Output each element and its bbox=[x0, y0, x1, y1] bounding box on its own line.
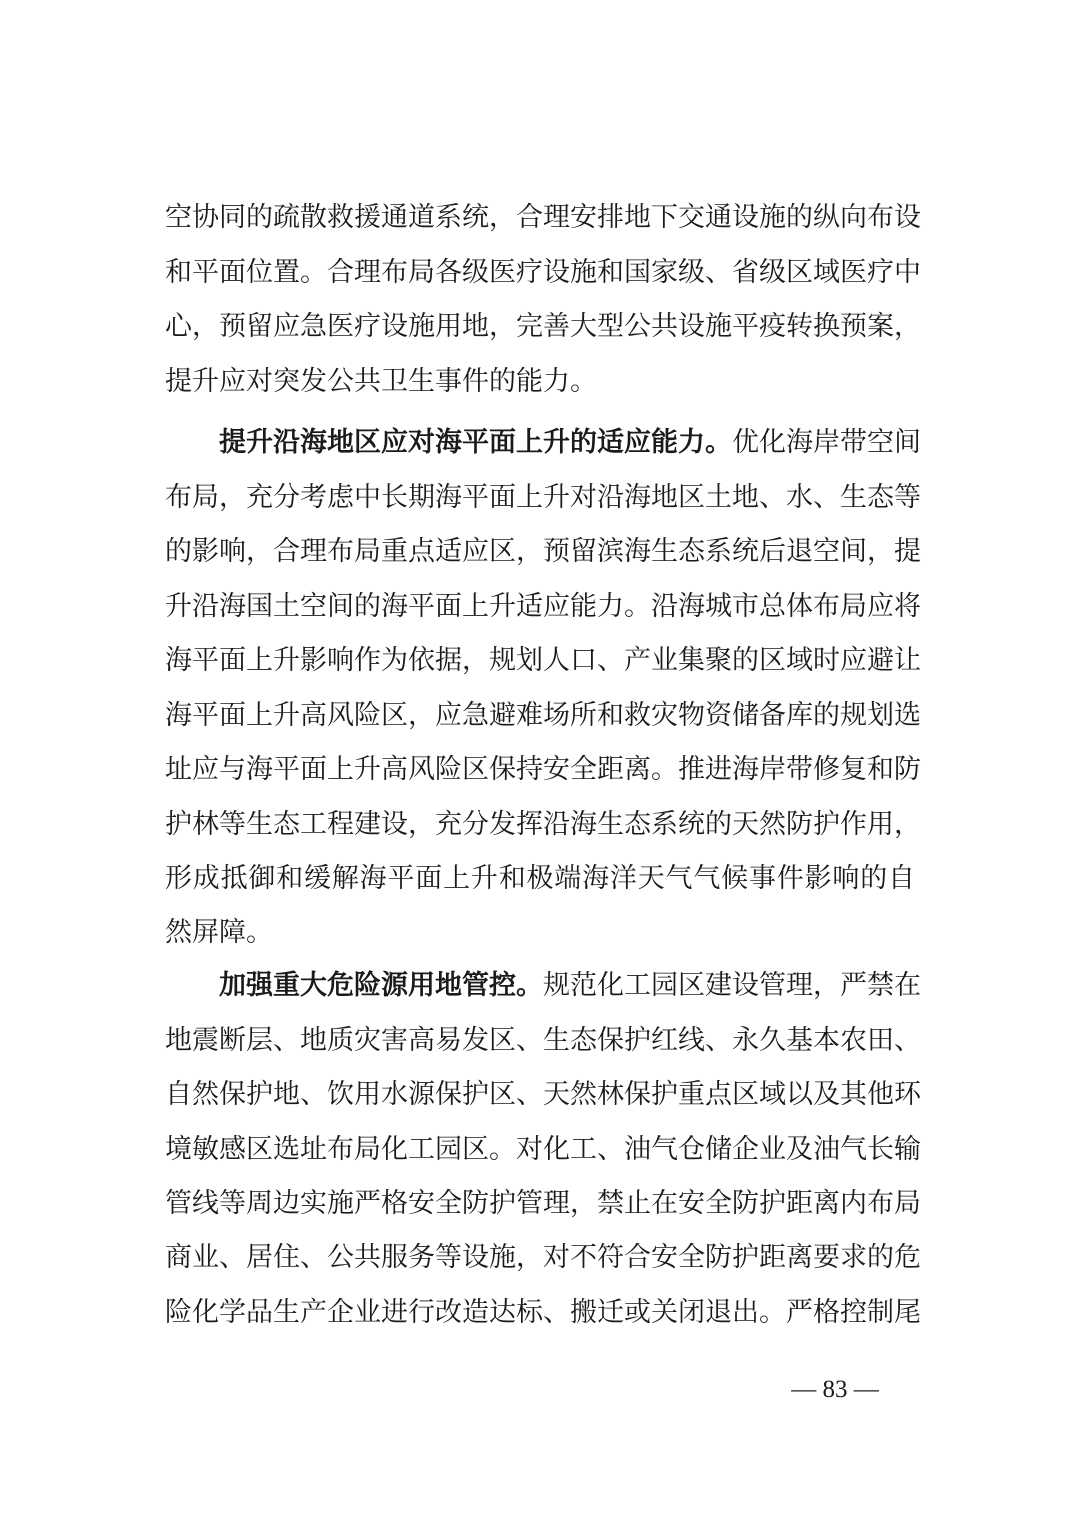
paragraph-2-first-line-rest: 优化海岸带空间 bbox=[732, 427, 921, 458]
paragraph-2-line-1 bbox=[219, 423, 921, 463]
paragraph-2-line-7: 址应与海平面上升高风险区保持安全距离。推进海岸带修复和防 bbox=[165, 754, 921, 785]
paragraph-2-line-2: 布局，充分考虑中长期海平面上升对沿海地区土地、水、生态等 bbox=[165, 482, 921, 513]
paragraph-3-line-5: 管线等周边实施严格安全防护管理，禁止在安全防护距离内布局 bbox=[165, 1188, 921, 1219]
paragraph-1-line-1: 空协同的疏散救援通道系统，合理安排地下交通设施的纵向布设 bbox=[165, 202, 921, 233]
paragraph-3-line-4: 境敏感区选址布局化工园区。对化工、油气仓储企业及油气长输 bbox=[165, 1134, 921, 1165]
paragraph-1-line-2: 和平面位置。合理布局各级医疗设施和国家级、省级区域医疗中 bbox=[165, 257, 921, 288]
paragraph-1-line-4: 提升应对突发公共卫生事件的能力。 bbox=[165, 366, 597, 397]
paragraph-3-first-line-rest: 规范化工园区建设管理，严禁在 bbox=[543, 970, 921, 1001]
paragraph-3-line-2: 地震断层、地质灾害高易发区、生态保护红线、永久基本农田、 bbox=[165, 1025, 921, 1056]
paragraph-3-line-1 bbox=[219, 966, 921, 1006]
paragraph-2-line-4: 升沿海国土空间的海平面上升适应能力。沿海城市总体布局应将 bbox=[165, 591, 921, 622]
paragraph-2-line-6: 海平面上升高风险区，应急避难场所和救灾物资储备库的规划选 bbox=[165, 700, 921, 731]
paragraph-2-line-5: 海平面上升影响作为依据，规划人口、产业集聚的区域时应避让 bbox=[165, 645, 921, 676]
paragraph-3-line-6: 商业、居住、公共服务等设施，对不符合安全防护距离要求的危 bbox=[165, 1242, 921, 1273]
page-number: — 83 — bbox=[791, 1376, 879, 1403]
paragraph-2-heading: 提升沿海地区应对海平面上升的适应能力。 bbox=[219, 427, 732, 458]
paragraph-2-line-8: 护林等生态工程建设，充分发挥沿海生态系统的天然防护作用， bbox=[165, 809, 921, 840]
paragraph-3-line-7: 险化学品生产企业进行改造达标、搬迁或关闭退出。严格控制尾 bbox=[165, 1297, 921, 1328]
paragraph-3-line-3: 自然保护地、饮用水源保护区、天然林保护重点区域以及其他环 bbox=[165, 1079, 921, 1110]
paragraph-3-heading: 加强重大危险源用地管控。 bbox=[219, 970, 543, 1001]
paragraph-1-line-3: 心，预留应急医疗设施用地，完善大型公共设施平疫转换预案， bbox=[165, 311, 921, 342]
paragraph-2-line-3: 的影响，合理布局重点适应区，预留滨海生态系统后退空间，提 bbox=[165, 536, 921, 567]
paragraph-2-line-10: 然屏障。 bbox=[165, 917, 273, 948]
paragraph-2-line-9: 形成抵御和缓解海平面上升和极端海洋天气气候事件影响的自 bbox=[165, 863, 915, 894]
